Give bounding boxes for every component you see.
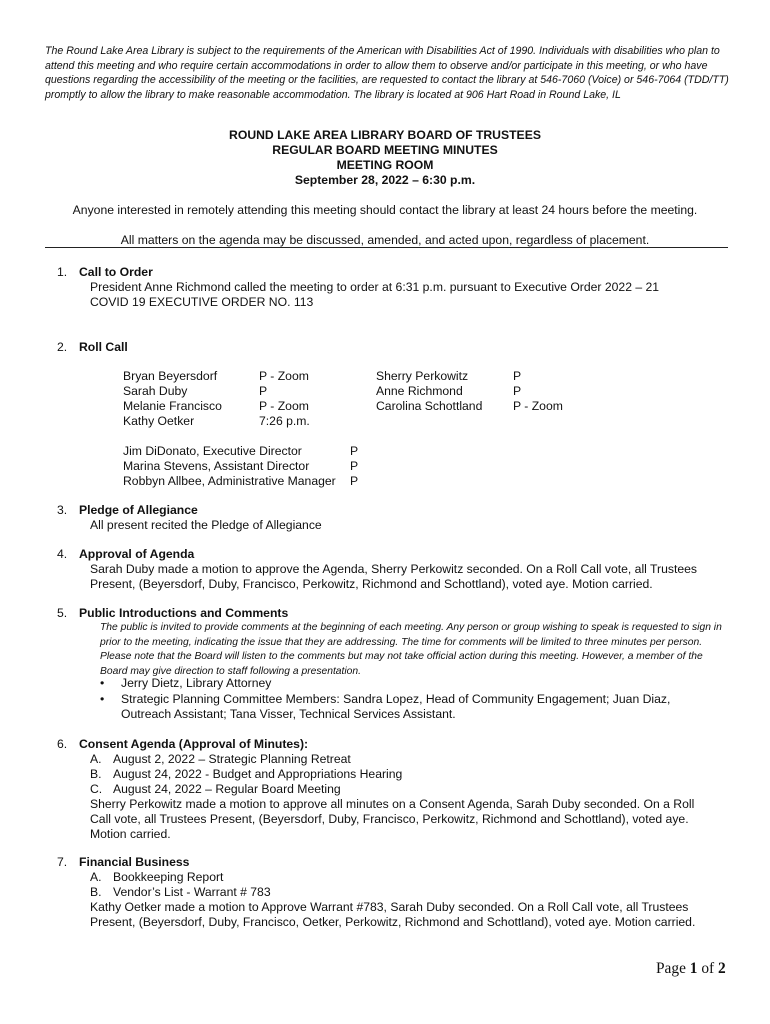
page-number: [656, 961, 726, 976]
attendance-status: 7:26 p.m.: [259, 414, 310, 428]
trustee-name: Melanie Francisco: [123, 399, 222, 413]
warrant-motion-line-2: Present, (Beyersdorf, Duby, Francisco, Oetker, Perkowitz, Richmond and Schottland), voted aye. Motion carried.: [90, 915, 696, 929]
attendance-status: P - Zoom: [513, 399, 563, 413]
item-letter: B.: [90, 767, 102, 781]
trustee-name: Carolina Schottland: [376, 399, 483, 413]
bullet-marker: •: [100, 676, 105, 690]
attendance-status: P - Zoom: [259, 369, 309, 383]
section-number: 5.: [57, 606, 68, 620]
trustee-name: Anne Richmond: [376, 384, 463, 398]
agenda-motion-line-1: Sarah Duby made a motion to approve the Agenda, Sherry Perkowitz seconded. On a Roll Call vote, all Trustees: [90, 562, 697, 576]
item-letter: C.: [90, 782, 103, 796]
warrant-motion-line-1: Kathy Oetker made a motion to Approve Warrant #783, Sarah Duby seconded. On a Roll Call vote, all Trustees: [90, 900, 689, 914]
total-pages: 2: [718, 960, 726, 977]
section-number: 3.: [57, 503, 68, 517]
attendance-status: P: [350, 474, 359, 488]
public-comment-policy: The public is invited to provide comments at the beginning of each meeting. Any person or group wishing to speak is requested to sign in prior to the meeting, indicating the issue that they are addressing. The time for comments will be limited to three minutes per person. Please note that the Board will listen to the comments but may not take official action during this meeting. However, a member of the Board may give direction to staff following a presentation.: [100, 622, 722, 677]
agenda-motion-line-2: Present, (Beyersdorf, Duby, Francisco, Perkowitz, Richmond and Schottland), voted aye. Motion carried.: [90, 577, 653, 591]
trustee-name: Bryan Beyersdorf: [123, 369, 218, 383]
introduction-item-line-2: Outreach Assistant; Tana Visser, Technical Services Assistant.: [121, 707, 456, 721]
staff-name: Robbyn Allbee, Administrative Manager: [123, 474, 336, 488]
section-heading: Financial Business: [79, 855, 190, 869]
introduction-item: Jerry Dietz, Library Attorney: [121, 676, 272, 690]
staff-name: Jim DiDonato, Executive Director: [123, 444, 302, 458]
consent-motion-line-2: Call vote, all Trustees Present, (Beyersdorf, Duby, Francisco, Perkowitz, Richmond and Schottland), voted aye.: [90, 812, 689, 826]
section-number: 7.: [57, 855, 68, 869]
attendance-status: P: [350, 444, 359, 458]
section-heading: Roll Call: [79, 340, 128, 354]
attendance-status: P - Zoom: [259, 399, 309, 413]
trustee-name: Sherry Perkowitz: [376, 369, 469, 383]
title-line-3: MEETING ROOM: [336, 158, 434, 172]
matters-note: All matters on the agenda may be discussed, amended, and acted upon, regardless of placement.: [120, 233, 650, 247]
section-heading: Public Introductions and Comments: [79, 606, 289, 620]
section-number: 4.: [57, 547, 68, 561]
document-title: [0, 128, 770, 188]
financial-item: Vendor’s List - Warrant # 783: [113, 885, 271, 899]
staff-name: Marina Stevens, Assistant Director: [123, 459, 310, 473]
trustee-name: Kathy Oetker: [123, 414, 195, 428]
section-heading: Call to Order: [79, 265, 153, 279]
attendance-status: P: [513, 369, 522, 383]
section-heading: Approval of Agenda: [79, 547, 195, 561]
item-letter: B.: [90, 885, 102, 899]
financial-item: Bookkeeping Report: [113, 870, 224, 884]
section-number: 1.: [57, 265, 68, 279]
bullet-marker: •: [100, 692, 105, 706]
minutes-item: August 2, 2022 – Strategic Planning Retreat: [113, 752, 351, 766]
trustee-name: Sarah Duby: [123, 384, 188, 398]
attendance-status: P: [259, 384, 268, 398]
section-number: 2.: [57, 340, 68, 354]
pledge-text: All present recited the Pledge of Allegiance: [90, 518, 322, 532]
title-line-1: ROUND LAKE AREA LIBRARY BOARD OF TRUSTEES: [229, 128, 541, 142]
ada-notice: The Round Lake Area Library is subject to the requirements of the American with Disabilities Act of 1990. Individuals with disabilities who plan to attend this meeting and who require certain accommodations in order to allow them to observe and/or participate in this meeting, or who have questions regarding the accessibility of the meeting or the facilities, are requested to contact the library at 546-7060 (Voice) or 546-7064 (TDD/TT) promptly to allow the library to make reasonable accommodation. The library is located at 906 Hart Road in Round Lake, IL: [45, 45, 729, 101]
attendance-status: P: [513, 384, 522, 398]
call-to-order-line-1: President Anne Richmond called the meeting to order at 6:31 p.m. pursuant to Executive Order 2022 – 21: [90, 280, 660, 294]
page-word: Page: [656, 960, 686, 977]
introduction-item-line-1: Strategic Planning Committee Members: Sandra Lopez, Head of Community Engagement; Juan Diaz,: [121, 692, 671, 706]
attendance-status: P: [350, 459, 359, 473]
current-page: 1: [689, 960, 698, 977]
item-letter: A.: [90, 870, 102, 884]
section-heading: Consent Agenda (Approval of Minutes):: [79, 737, 309, 751]
call-to-order-line-2: COVID 19 EXECUTIVE ORDER NO. 113: [90, 295, 314, 309]
consent-motion-line-3: Motion carried.: [90, 827, 171, 841]
minutes-item: August 24, 2022 – Regular Board Meeting: [113, 782, 341, 796]
consent-motion-line-1: Sherry Perkowitz made a motion to approve all minutes on a Consent Agenda, Sarah Duby seconded. On a Roll: [90, 797, 695, 811]
of-word: of: [701, 960, 715, 977]
remote-attendance-note: Anyone interested in remotely attending this meeting should contact the library at least 24 hours before the meeting.: [72, 203, 698, 217]
divider-rule: [45, 247, 728, 248]
item-letter: A.: [90, 752, 102, 766]
section-heading: Pledge of Allegiance: [79, 503, 198, 517]
minutes-item: August 24, 2022 - Budget and Appropriations Hearing: [113, 767, 403, 781]
meeting-date: September 28, 2022 – 6:30 p.m.: [294, 173, 476, 187]
section-number: 6.: [57, 737, 68, 751]
title-line-2: REGULAR BOARD MEETING MINUTES: [272, 143, 498, 157]
